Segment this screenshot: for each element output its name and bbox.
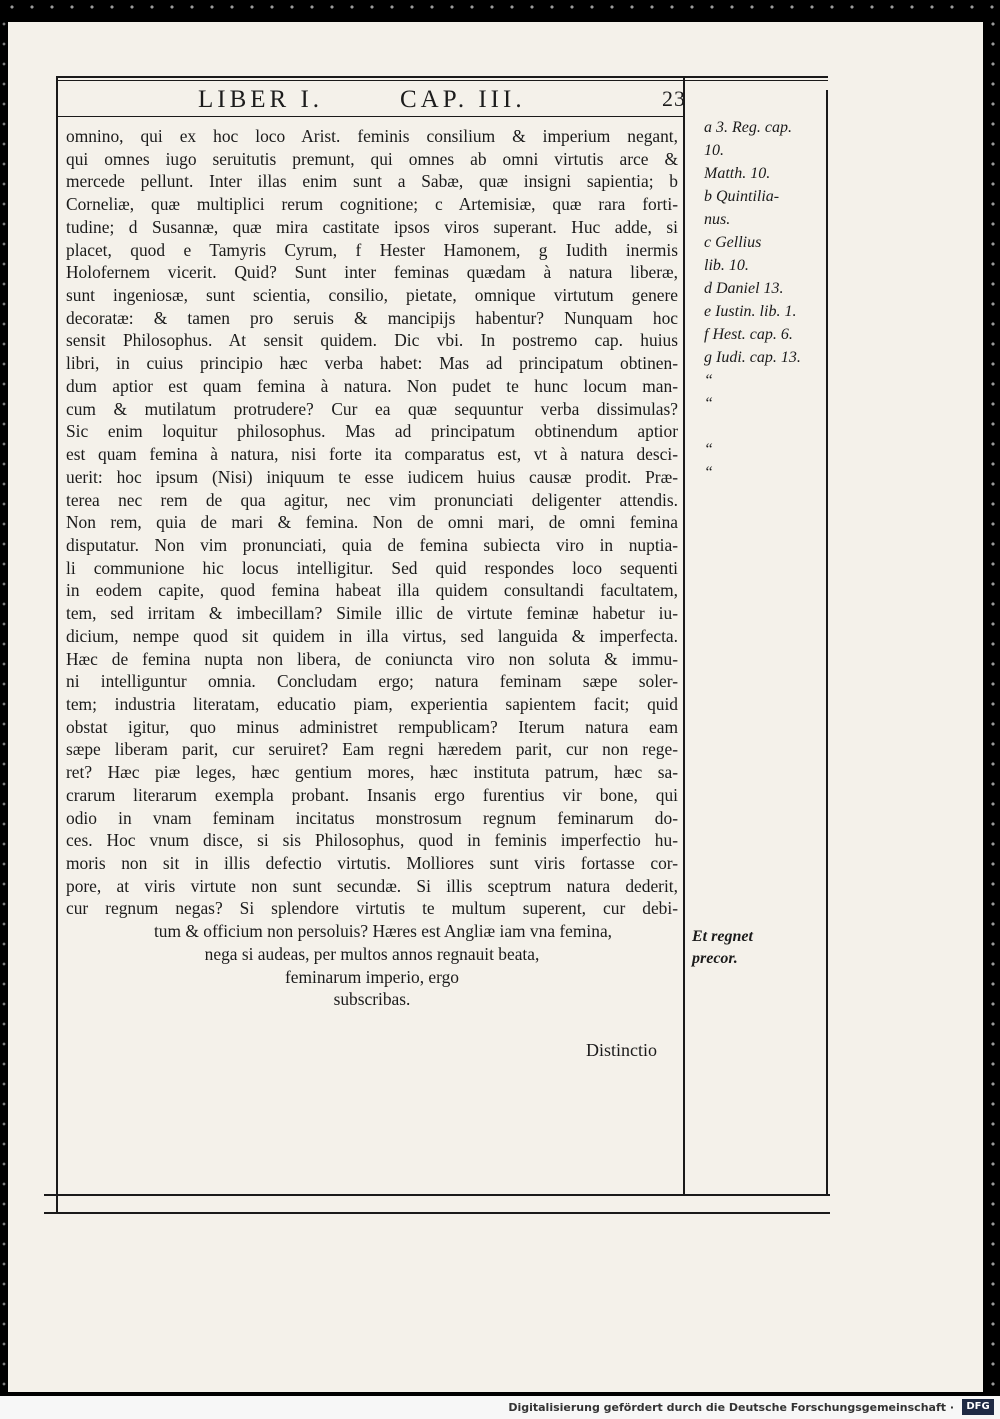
text-line: sæpe liberam parit, cur seruiret? Eam regni hæredem parit, cur non rege- <box>66 739 678 760</box>
margin-note: c Gellius <box>704 234 762 251</box>
margin-note: lib. 10. <box>704 257 749 274</box>
text-line: uerit: hoc ipsum (Nisi) iniquum te esse iudicem huius causæ prodit. Præ- <box>66 466 678 487</box>
margin-notes <box>704 116 824 484</box>
closing-line: nega si audeas, per multos annos regnauit beata, <box>204 943 540 964</box>
text-line: disputatur. Non vim pronunciati, quia de femina subiecta viro in nuptia- <box>66 534 678 555</box>
text-line: libri, in cuius principio hæc verba habet: Mas ad principatum obtinen- <box>66 353 678 374</box>
chapter-label: CAP. III. <box>400 86 526 113</box>
catchword: Distinctio <box>586 1040 657 1060</box>
quote-mark-spacer <box>704 415 824 438</box>
text-line: sunt ingeniosæ, sunt scientia, consilio, pietate, omnique virtutum genere <box>66 285 678 306</box>
footer-bar <box>0 1396 1000 1419</box>
text-line: Hæc de femina nupta non libera, de coniuncta viro non soluta & immu- <box>66 648 678 669</box>
text-line: crarum literarum exempla probant. Insanis ergo furentius vir bone, qui <box>66 784 678 805</box>
margin-note: b Quintilia- <box>704 188 780 205</box>
margin-note: Matth. 10. <box>704 165 771 182</box>
left-frame-rule <box>56 78 58 1213</box>
text-line: cur regnum negas? Si splendore virtutis te multum superent, cur debi- <box>66 898 678 919</box>
text-line: omnino, qui ex hoc loco Arist. feminis consilium & imperium negant, <box>66 126 678 146</box>
text-line: obstat igitur, quo minus administret rempublicam? Iterum natura eam <box>66 716 678 737</box>
quote-mark: “ <box>704 441 713 458</box>
column-divider <box>683 78 685 1195</box>
margin-closing-line: precor. <box>692 950 738 967</box>
text-line: est quam femina à natura, nisi forte ita comparatus est, vt à natura desci- <box>66 444 678 465</box>
page-number: 23 <box>662 86 686 111</box>
margin-note: d Daniel 13. <box>704 280 784 297</box>
text-line: Corneliæ, quæ multiplici rerum cognitione; c Artemisiæ, quæ rara forti- <box>66 194 678 215</box>
text-line: mercede pellunt. Inter illas enim sunt a Sabæ, quæ insigni sapientia; b <box>66 171 678 192</box>
text-line: placet, quod e Tamyris Cyrum, f Hester Hamonem, g Iudith inermis <box>66 239 678 260</box>
running-head <box>62 84 686 116</box>
text-line: ni intelliguntur omnia. Concludam ergo; natura feminam sæpe soler- <box>66 671 678 692</box>
dfg-logo: DFG <box>962 1399 994 1415</box>
text-line: dicium, nempe quod sit quidem in illa virtus, sed languida & imperfecta. <box>66 625 678 646</box>
text-line: dum aptior est quam femina à natura. Non pudet te hunc locum man- <box>66 375 678 396</box>
text-line: sensit Philosophus. At sensit quidem. Dic vbi. In postremo cap. huius <box>66 330 678 351</box>
text-line: qui omnes iugo seruitutis premunt, qui omnes ab omni virtutis arce & <box>66 148 678 169</box>
text-line: ret? Hæc piæ leges, hæc gentium mores, hæc instituta patrum, hæc sa- <box>66 762 678 783</box>
book-label: LIBER I. <box>198 86 324 113</box>
closing-line: subscribas. <box>333 989 411 1010</box>
scan-border-right <box>986 14 1000 1394</box>
text-line: decoratæ: & tamen pro seruis & mancipijs habentur? Nunquam hoc <box>66 307 678 328</box>
right-frame-rule <box>826 90 828 1194</box>
quote-mark: “ <box>704 395 713 412</box>
text-line: tem, sed irritam & imbecillam? Simile illic de virtute feminæ habetur iu- <box>66 603 678 624</box>
top-rule <box>56 76 828 78</box>
quote-mark: “ <box>704 464 713 481</box>
text-line: cum & mutilatum protrudere? Cur ea quæ sequuntur verba dissimulas? <box>66 398 678 419</box>
closing-line: tum & officium non persoluis? Hæres est Angliæ iam vna femina, <box>153 921 613 942</box>
main-text-block <box>66 125 678 1011</box>
text-line: odio in vnam feminam incitatus monstrosum regnum feminarum do- <box>66 807 678 828</box>
text-line: li communione hic locus intelligitur. Sed quid respondes loco sequenti <box>66 557 678 578</box>
margin-note: a 3. Reg. cap. <box>704 119 792 136</box>
text-line: pore, at viris virtute non sunt secundæ. Si illis sceptrum natura dederit, <box>66 875 678 896</box>
quote-mark: “ <box>704 372 713 389</box>
top-rule-thin <box>58 80 828 81</box>
bottom-rule-outer <box>44 1212 830 1214</box>
text-line: terea nec rem de qua agitur, nec vim pronunciati deligenter attendis. <box>66 489 678 510</box>
text-line: tem; industria literatam, educatio piam, experientia sapientem facit; quid <box>66 693 678 714</box>
text-line: tudine; d Susannæ, quæ mira castitate ipsos viros superant. Huc adde, si <box>66 216 678 237</box>
margin-note: 10. <box>704 142 724 159</box>
text-line: in eodem capite, quod femina habeat illa quidem consultandi facultatem, <box>66 580 678 601</box>
margin-note: nus. <box>704 211 731 228</box>
funding-credit: Digitalisierung gefördert durch die Deutsche Forschungsgemeinschaft · <box>508 1401 954 1414</box>
margin-note: f Hest. cap. 6. <box>704 326 793 343</box>
text-line: Sic enim loquitur philosophus. Mas ad principatum obtinendum aptior <box>66 421 678 442</box>
text-line: moris non sit in illis defectio virtutis. Molliores sunt viris fortasse cor- <box>66 853 678 873</box>
margin-note: g Iudi. cap. 13. <box>704 349 801 366</box>
margin-closing-line: Et regnet <box>692 928 753 945</box>
margin-closing-note <box>692 926 812 970</box>
margin-note: e Iustin. lib. 1. <box>704 303 797 320</box>
bottom-rule <box>44 1194 830 1196</box>
closing-line: feminarum imperio, ergo <box>284 966 460 987</box>
text-line: Non rem, quia de mari & femina. Non de omni mari, de omni femina <box>66 512 678 533</box>
running-head-rule <box>58 116 684 117</box>
scan-border-left <box>0 14 8 1394</box>
text-line: Holofernem vicerit. Quid? Sunt inter feminas quædam à natura liberæ, <box>66 262 678 283</box>
text-line: ces. Hoc vnum disce, si sis Philosophus, quod in feminis imperfectio hu- <box>66 830 678 851</box>
scan-border-top <box>0 0 1000 14</box>
